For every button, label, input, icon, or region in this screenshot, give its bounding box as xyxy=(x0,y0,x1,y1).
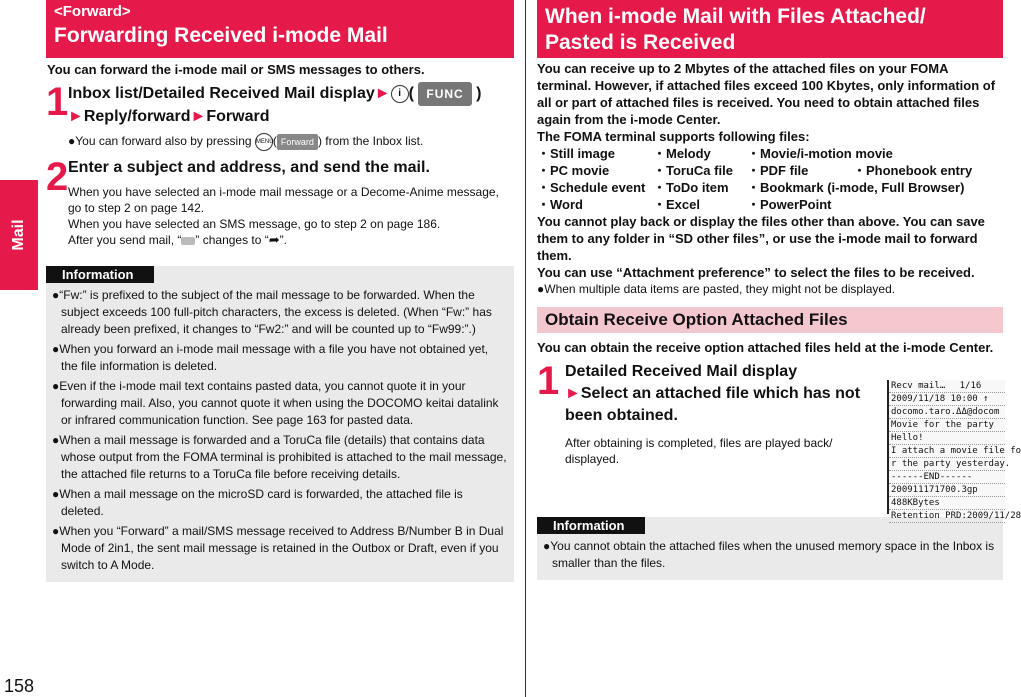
step-text: Forward xyxy=(206,108,270,125)
supported-file-type: ・PDF file xyxy=(747,163,809,178)
phone-screen-line: ------END------ xyxy=(889,471,1005,484)
i-key-icon: i xyxy=(391,85,409,103)
func-key-icon: FUNC xyxy=(418,82,471,106)
attachment-para4: You can use “Attachment preference” to select the files to be received. xyxy=(537,265,975,280)
step-title: Enter a subject and address, and send the mail. xyxy=(68,159,430,176)
page-number: 158 xyxy=(4,676,35,696)
supported-file-type xyxy=(853,179,1003,196)
step-number: 1 xyxy=(46,80,69,124)
note-text: ”. xyxy=(279,233,288,247)
supported-file-type: ・Still image xyxy=(537,146,616,161)
phone-screen-line: r the party yesterday. xyxy=(891,459,1011,469)
forward-intro: You can forward the i-mode mail or SMS messages to others. xyxy=(47,62,425,77)
step-body xyxy=(68,157,514,248)
supported-file-type: ・PC movie xyxy=(537,163,610,178)
side-tab-mail xyxy=(0,180,38,290)
note-text: ) from the Inbox list. xyxy=(317,134,424,149)
phone-screen-line: 2009/11/18 10:00 ↑ xyxy=(889,393,1005,406)
supported-file-type: ・Word xyxy=(537,197,583,212)
note-text: ” changes to “ xyxy=(195,233,269,247)
step-number: 1 xyxy=(537,359,560,403)
banner-title-line1: When i-mode Mail with Files Attached/ xyxy=(545,5,926,28)
note-text: ●You can forward also by pressing xyxy=(68,134,252,149)
step-title-line2 xyxy=(565,383,875,427)
supported-file-type: ・ToruCa file xyxy=(653,163,733,178)
section-intro: You can obtain the receive option attached files held at the i-mode Center. xyxy=(537,340,994,355)
phone-screen-line: Recv mail… 1/16 xyxy=(889,380,1005,393)
section-title: Obtain Receive Option Attached Files xyxy=(537,307,1003,333)
phone-screen-line: 488KBytes xyxy=(889,497,1005,510)
information-item: ●When a mail message on the microSD card is forwarded, the attached file is deleted. xyxy=(52,487,463,518)
menu-key-icon: MENU xyxy=(255,133,273,151)
supported-file-type: ・Melody xyxy=(653,146,711,161)
banner-title-line2: Pasted is Received xyxy=(545,31,736,54)
phone-screen-line: Hello! xyxy=(889,432,1005,445)
phone-screen-line: Movie for the party xyxy=(889,419,1005,432)
mail-forwarded-icon: ➦ xyxy=(268,232,280,247)
step-title: Inbox list/Detailed Received Mail display► i ( FUNC ) xyxy=(68,82,514,106)
information-item: ●“Fw:” is prefixed to the subject of the mail message to be forwarded. When the subject exceeds 100 full-pitch characters, the excess is deleted. (When “Fw:” has already been prefixed, it changes to “Fw2:” and will be counted up to “Fw99:”.) xyxy=(52,288,492,336)
phone-screen-line: Retention PRD:2009/11/28 xyxy=(891,511,1021,521)
arrow-icon: ► xyxy=(565,385,581,402)
supported-file-type: ・Movie/i-motion movie xyxy=(747,146,893,161)
step-number: 2 xyxy=(46,155,69,199)
step-text: Reply/forward xyxy=(83,108,191,125)
supported-files-list xyxy=(537,145,1003,213)
information-box xyxy=(537,517,1003,580)
attachment-banner xyxy=(537,0,1003,58)
mail-unsent-icon xyxy=(181,237,195,245)
phone-screen-line: docomo.taro.ΔΔ@docom xyxy=(889,406,1005,419)
supported-file-type: ・Bookmark (i-mode, Full Browser) xyxy=(747,180,965,195)
side-tab-label: Mail xyxy=(10,219,27,251)
information-box xyxy=(46,266,514,582)
step-text: Select an attached file which has not been obtained. xyxy=(565,385,861,424)
forward-func-icon: Forward xyxy=(277,134,318,150)
forward-banner xyxy=(46,0,514,58)
note-text: After you send mail, “ xyxy=(68,233,182,247)
arrow-icon: ► xyxy=(68,108,84,125)
information-list xyxy=(543,538,997,572)
banner-subtitle: <Forward> xyxy=(54,3,131,20)
step-note: ●You can forward also by pressing MENU( Forward ) from the Inbox list. xyxy=(68,133,514,151)
step-note: After obtaining is completed, files are played back/ displayed. xyxy=(565,436,833,466)
column-divider xyxy=(525,0,526,697)
information-label: Information xyxy=(46,266,154,283)
information-item: ●When a mail message is forwarded and a ToruCa file (details) that contains data whose output from the FOMA terminal is prohibited is attached to the mail message, the attached file returns to a ToruCa file before receiving details. xyxy=(52,433,507,481)
step-1 xyxy=(46,82,514,151)
right-column xyxy=(537,0,1021,570)
phone-screen-line: 200911171700.3gp xyxy=(889,484,1005,497)
step-body xyxy=(68,82,514,151)
supported-file-type: ・ToDo item xyxy=(653,180,729,195)
banner-title: Forwarding Received i-mode Mail xyxy=(54,24,388,47)
attachment-para1: You can receive up to 2 Mbytes of the attached files on your FOMA terminal. However, if attached files exceed 100 Kbytes, only information of all or part of attached files is received. You need to obtain attached files again from the i-mode Center. xyxy=(537,61,996,127)
information-item: ●You cannot obtain the attached files when the unused memory space in the Inbox is smaller than the files. xyxy=(543,539,995,570)
phone-screen-illustration xyxy=(887,380,1021,521)
information-list xyxy=(52,287,508,574)
step-note: When you have selected an i-mode mail message or a Decome-Anime message, go to step 2 on page 142. xyxy=(68,185,499,215)
supported-file-type: ・Phonebook entry xyxy=(853,163,973,178)
supported-file-type xyxy=(853,145,1003,162)
step-note xyxy=(68,232,514,248)
arrow-icon: ► xyxy=(190,108,207,125)
step-body xyxy=(565,361,875,467)
step-title-line2 xyxy=(68,106,514,128)
step-text: Inbox list/Detailed Received Mail display xyxy=(68,85,375,103)
attachment-para2: The FOMA terminal supports following files: xyxy=(537,129,810,144)
left-column xyxy=(46,0,514,582)
supported-file-type: ・Excel xyxy=(653,197,700,212)
supported-file-type xyxy=(853,196,1003,213)
attachment-note: ●When multiple data items are pasted, they might not be displayed. xyxy=(537,282,896,296)
supported-file-type: ・PowerPoint xyxy=(747,197,832,212)
arrow-icon: ► xyxy=(374,85,391,103)
step-2 xyxy=(46,157,514,248)
phone-screen-line: I attach a movie file fo xyxy=(891,446,1021,456)
information-label: Information xyxy=(537,517,645,534)
information-item: ●Even if the i-mode mail text contains pasted data, you cannot quote it in your forwarding mail. Also, you cannot quote it when using the DOCOMO keitai datalink or infrared communication function. See page 163 for pasted data. xyxy=(52,379,499,427)
supported-file-type: ・Schedule event xyxy=(537,180,646,195)
attachment-para3: You cannot play back or display the files other than above. You can save them to any folder in “SD other files”, or use the i-mode mail to forward them. xyxy=(537,214,985,263)
information-item: ●When you “Forward” a mail/SMS message received to Address B/Number B in Dual Mode of 2in1, the sent mail message is retained in the Outbox or Draft, even if you switch to A Mode. xyxy=(52,524,504,572)
information-item: ●When you forward an i-mode mail message with a file you have not obtained yet, the file information is deleted. xyxy=(52,342,489,373)
step-title: Detailed Received Mail display xyxy=(565,363,798,380)
step-note: When you have selected an SMS message, go to step 2 on page 186. xyxy=(68,217,441,231)
